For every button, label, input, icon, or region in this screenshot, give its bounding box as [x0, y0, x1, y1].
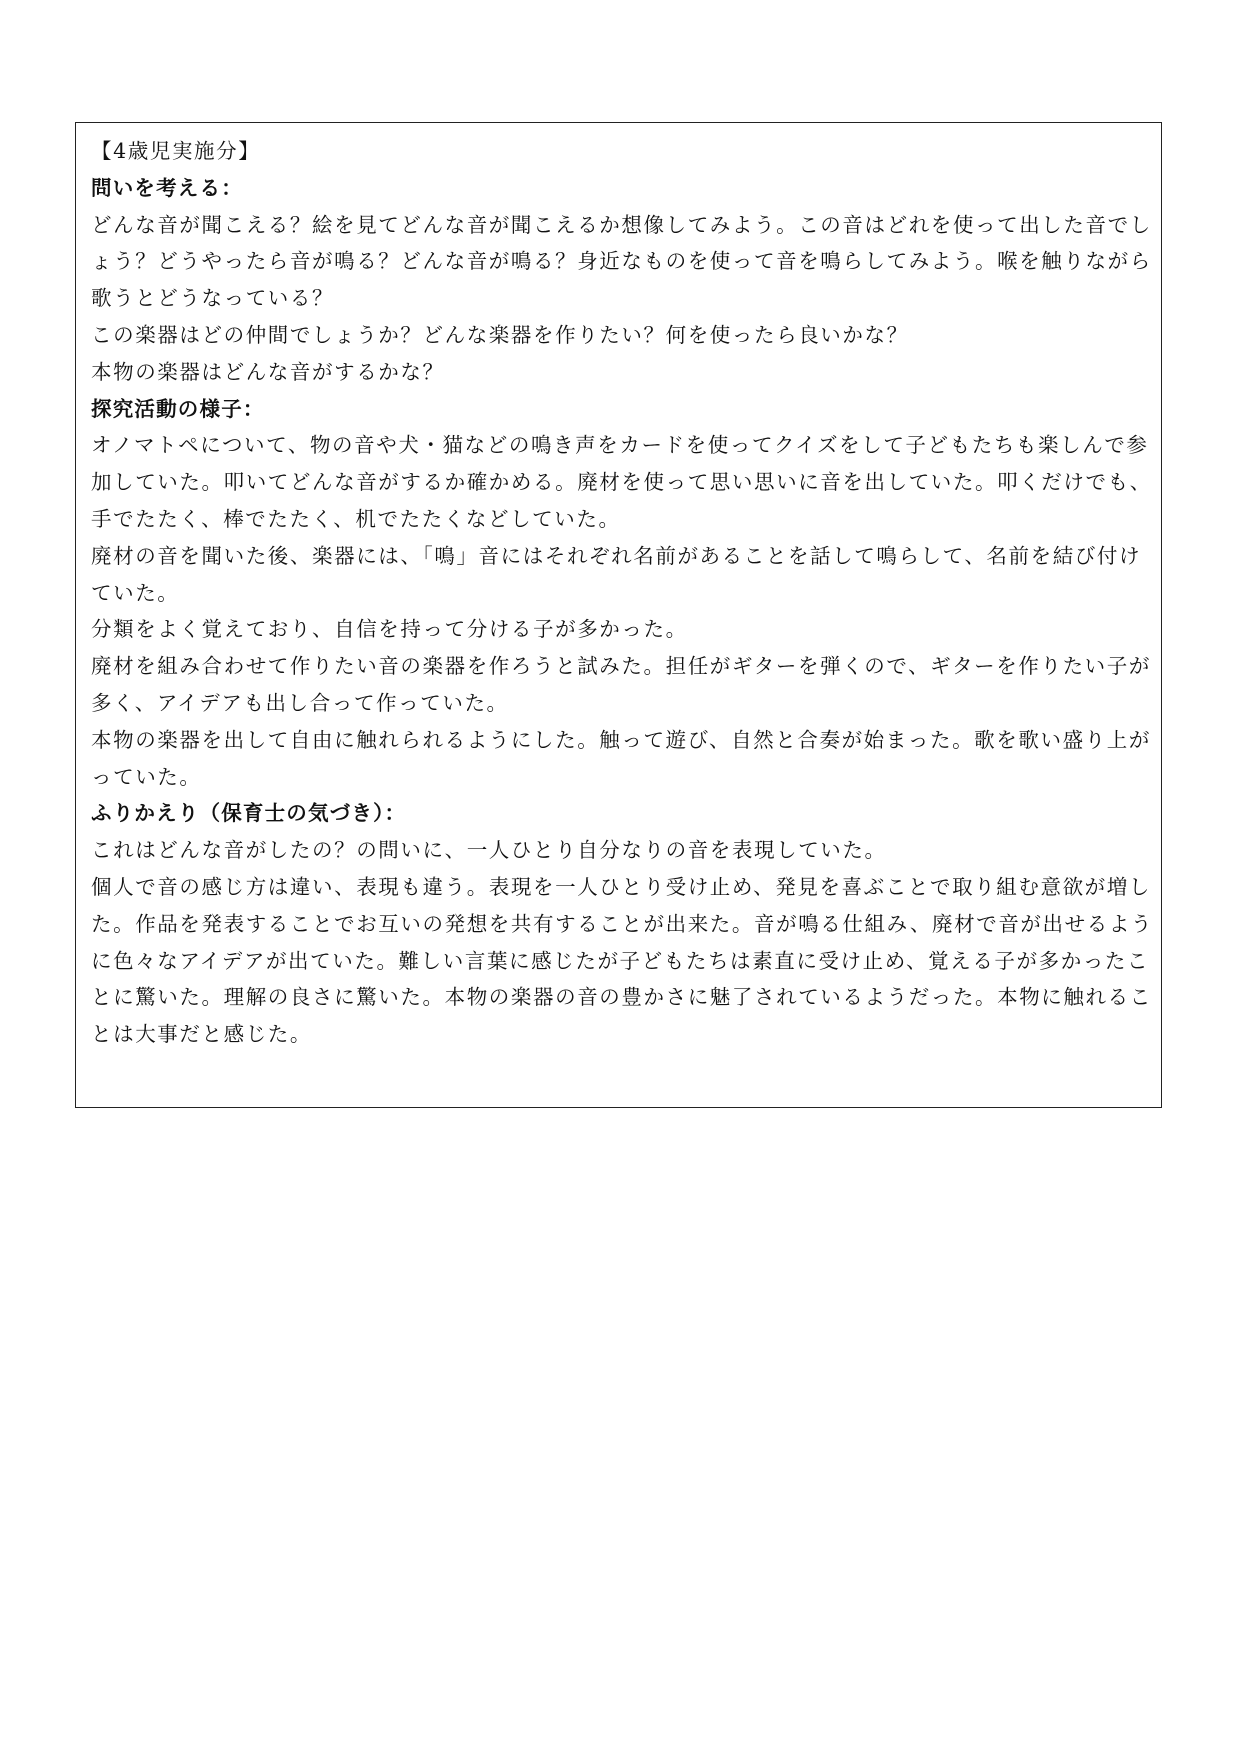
text-line: 廃材の音を聞いた後、楽器には、「鳴」音にはそれぞれ名前があることを話して鳴らして、名前を結び付け	[91, 543, 1142, 568]
heading-reflection: ふりかえり（保育士の気づき）：	[91, 801, 407, 826]
section-title: 【4歳児実施分】	[91, 139, 261, 163]
text-line: ていた。	[91, 580, 180, 605]
text-line: これはどんな音がしたの？の問いに、一人ひとり自分なりの音を表現していた。	[91, 838, 887, 863]
text-line: に色々なアイデアが出ていた。難しい言葉に感じたが子どもたちは素直に受け止め、覚える子が多かったこ	[91, 948, 1150, 973]
text-line: この楽器はどの仲間でしょうか？どんな楽器を作りたい？何を使ったら良いかな？	[91, 322, 909, 347]
heading-questions: 問いを考える：	[91, 175, 243, 200]
text-line: 個人で音の感じ方は違い、表現も違う。表現を一人ひとり受け止め、発見を喜ぶことで取り組む意欲が増し	[91, 874, 1151, 899]
text-line: オノマトペについて、物の音や犬・猫などの鳴き声をカードを使ってクイズをして子どもたちも楽しんで参	[91, 433, 1149, 458]
text-line: とに驚いた。理解の良さに驚いた。本物の楽器の音の豊かさに魅了されているようだった。本物に触れるこ	[91, 985, 1152, 1010]
text-line: 多く、アイデアも出し合って作っていた。	[91, 690, 509, 715]
text-line: どんな音が聞こえる？絵を見てどんな音が聞こえるか想像してみよう。この音はどれを使って出した音でし	[91, 212, 1152, 237]
text-line: 本物の楽器を出して自由に触れられるようにした。触って遊び、自然と合奏が始まった。歌を歌い盛り上が	[91, 727, 1151, 752]
text-line: 歌うとどうなっている？	[91, 286, 335, 311]
text-line: 本物の楽器はどんな音がするかな？	[91, 359, 445, 384]
text-line: 手でたたく、棒でたたく、机でたたくなどしていた。	[91, 506, 621, 531]
text-line: とは大事だと感じた。	[91, 1022, 312, 1047]
text-line: た。作品を発表することでお互いの発想を共有することが出来た。音が鳴る仕組み、廃材で音が出せるよう	[91, 911, 1154, 936]
heading-activity: 探究活動の様子：	[91, 396, 265, 421]
report-box	[75, 122, 1162, 1108]
text-line: 廃材を組み合わせて作りたい音の楽器を作ろうと試みた。担任がギターを弾くので、ギターを作りたい子が	[91, 654, 1151, 679]
text-line: 加していた。叩いてどんな音がするか確かめる。廃材を使って思い思いに音を出していた。叩くだけでも、	[91, 470, 1152, 495]
text-line: 分類をよく覚えており、自信を持って分ける子が多かった。	[91, 617, 688, 642]
text-line: ょう？どうやったら音が鳴る？どんな音が鳴る？身近なものを使って音を鳴らしてみよう。喉を触りながら	[91, 249, 1152, 274]
text-line: っていた。	[91, 764, 202, 789]
